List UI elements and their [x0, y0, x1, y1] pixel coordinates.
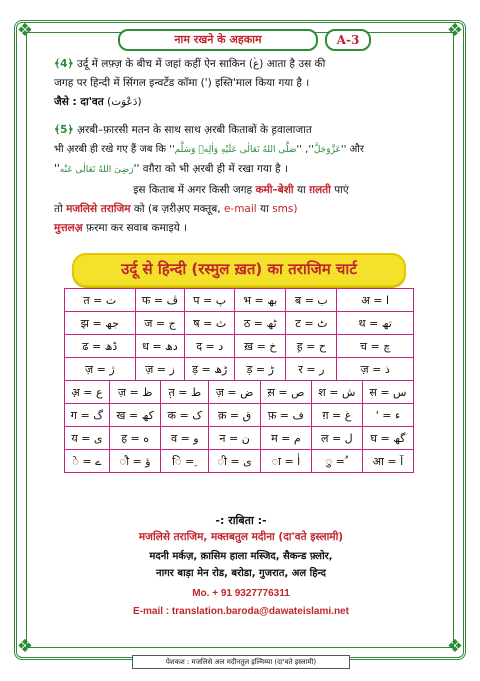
table-cell: घ = گھ: [362, 427, 413, 450]
table-cell: ह़ = ح: [286, 335, 337, 358]
table-cell: झ = جھ: [65, 312, 136, 335]
table-cell: फ = ڤ: [135, 289, 185, 312]
table-cell: ह = ه: [109, 427, 161, 450]
table-cell: ौ = ؤ: [109, 450, 161, 473]
text-line: तो: [54, 203, 63, 215]
table-cell: ड़ = ڑھ: [185, 358, 235, 381]
text-line: जैसे : दा'वत: [54, 96, 104, 108]
table-row: [65, 404, 414, 427]
paragraph-4: [54, 55, 428, 112]
table-cell: ी = ی: [209, 450, 261, 473]
table-row: [65, 427, 414, 450]
table-cell: े = ے: [65, 450, 110, 473]
text-line: को (ब ज़रीअ़ए मक्तूब,: [133, 203, 221, 215]
contact-heading: -: राबिता :-: [215, 514, 267, 527]
table-cell: ज़ = ژ: [65, 358, 136, 381]
table-cell: फ़ = ف: [260, 404, 311, 427]
table-cell: द = د: [185, 335, 235, 358]
text-line: इस किताब में अगर किसी जगह: [133, 184, 253, 196]
table-cell: भ = بھ: [235, 289, 286, 312]
text-line: भी अ़रबी ही रखे गए हैं जब कि '': [54, 144, 175, 155]
paragraph-6: [54, 181, 428, 238]
table-cell: ि = ِ: [161, 450, 209, 473]
text-line: या: [296, 184, 306, 196]
transliteration-table: [64, 288, 414, 473]
table-row: [65, 289, 414, 312]
paragraph-5: [54, 121, 428, 180]
table-cell: त़ = ط: [161, 381, 209, 404]
text-line: '' वग़ैरा को भी अ़रबी ही में रखा गया है ।: [133, 163, 288, 175]
email-word: e-mail: [223, 203, 257, 215]
highlight-text: मजलिसे तराजिम: [66, 203, 131, 215]
text-line: उर्दू में लफ़्ज़ के बीच में जहां कहीं ऐन साकिन (ۡع) आता है उस की: [76, 58, 326, 70]
highlight-text: मुत्तलअ़: [54, 222, 83, 234]
corner-ornament-icon: ❖: [446, 20, 464, 41]
highlight-text: ग़लती: [309, 184, 331, 196]
contact-address-line2: नागर बाड़ा मेन रोड, बरोडा, गुजरात, अल हिन्द: [156, 568, 326, 579]
text-line: पाएं: [334, 184, 349, 196]
highlight-text: कमी–बेशी: [255, 184, 294, 196]
corner-ornament-icon: ❖: [16, 636, 34, 657]
text-line: अ़रबी–फ़ारसी मतन के साथ साथ अ़रबी किताबों के ह़वालाजात: [76, 124, 312, 136]
table-cell: क = ک: [161, 404, 209, 427]
table-cell: ध = دھ: [135, 335, 185, 358]
table-cell: र = ر: [286, 358, 337, 381]
arabic-text: صَلَّى اللهُ تَعَالٰى عَلَيْهِ وَاٰلِهٖ وَسَلَّم: [174, 145, 297, 155]
text-line: '', '': [296, 144, 314, 155]
corner-ornament-icon: ❖: [446, 636, 464, 657]
table-cell: ' = ء: [362, 404, 413, 427]
text-line: '': [54, 163, 60, 175]
text-line: '' और: [340, 144, 364, 155]
table-cell: ठ = ٹھ: [235, 312, 286, 335]
table-cell: ज़ = ذ: [337, 358, 414, 381]
table-cell: ष = ث: [185, 312, 235, 335]
table-cell: व = و: [161, 427, 209, 450]
table-cell: ज़ = ز: [135, 358, 185, 381]
table-cell: ख = کھ: [109, 404, 161, 427]
table-cell: ल = ل: [311, 427, 362, 450]
table-row: [65, 450, 414, 473]
corner-ornament-icon: ❖: [16, 20, 34, 41]
table-cell: ब = ب: [286, 289, 337, 312]
table-cell: क़ = ق: [209, 404, 261, 427]
item-number: ﴾4﴿: [54, 58, 74, 70]
item-number: ﴾5﴿: [54, 124, 74, 136]
chart-title-banner: उर्दू से हिन्दी (रस्मुल ख़त) का तराजिम चार्ट: [72, 253, 406, 287]
table-cell: ु = ُ: [311, 450, 362, 473]
table-cell: थ = تھ: [337, 312, 414, 335]
table-cell: आ = آ: [362, 450, 413, 473]
table-cell: ख़ = خ: [235, 335, 286, 358]
contact-org: मजलिसे तराजिम, मक्तबतुल मदीना (दा'वते इस्लामी): [138, 531, 344, 543]
table-cell: स़ = ص: [260, 381, 311, 404]
table-cell: अ़ = ع: [65, 381, 110, 404]
table-cell: म = م: [260, 427, 311, 450]
table-cell: च = چ: [337, 335, 414, 358]
contact-mobile: Mo. + 91 9327776311: [192, 588, 290, 599]
arabic-text: رَضِىَ اللهُ تَعَالٰى عَنْه: [59, 165, 134, 175]
text-line: फ़रमा कर सवाब कमाइये ।: [86, 222, 188, 234]
table-cell: श = ش: [311, 381, 362, 404]
table-cell: ज़ = ظ: [109, 381, 161, 404]
text-line: जगह पर हिन्दी में सिंगल इन्वर्टेड कॉमा (') इस्ति'माल किया गया है ।: [54, 77, 310, 89]
table-cell: ट = ٹ: [286, 312, 337, 335]
table-row: [65, 358, 414, 381]
table-cell: ज़ = ض: [209, 381, 261, 404]
table-cell: स = س: [362, 381, 413, 404]
table-row: [65, 381, 414, 404]
arabic-text: (دَعْوَت): [107, 96, 142, 108]
table-cell: ड़ = ڑ: [235, 358, 286, 381]
table-cell: त = ت: [65, 289, 136, 312]
text-line: या: [260, 203, 269, 215]
table-row: [65, 335, 414, 358]
arabic-text: عَزَّوَجَلَّ: [313, 145, 341, 155]
header-title: नाम रखने के अहकाम: [118, 29, 318, 51]
table-cell: ा = اٰ: [260, 450, 311, 473]
contact-address-line1: मदनी मर्कज़, क़ासिम हाला मस्जिद, सैकन्ड फ़्लोर,: [149, 551, 333, 562]
table-cell: ज = ج: [135, 312, 185, 335]
table-cell: य = ی: [65, 427, 110, 450]
footer-publisher: पेशकश : मजलिसे अल मदीनतुल इल्मिय्या (दा'वते इस्लामी): [132, 655, 350, 669]
page-number: A-3: [325, 29, 371, 51]
sms-word: sms): [272, 203, 298, 215]
table-cell: ग = گ: [65, 404, 110, 427]
table-cell: ढ = ڈھ: [65, 335, 136, 358]
contact-email[interactable]: E-mail : translation.baroda@dawateislami.net: [133, 606, 349, 617]
table-cell: अ = ا: [337, 289, 414, 312]
table-cell: ग़ = غ: [311, 404, 362, 427]
table-cell: न = ن: [209, 427, 261, 450]
table-row: [65, 312, 414, 335]
table-cell: प = پ: [185, 289, 235, 312]
